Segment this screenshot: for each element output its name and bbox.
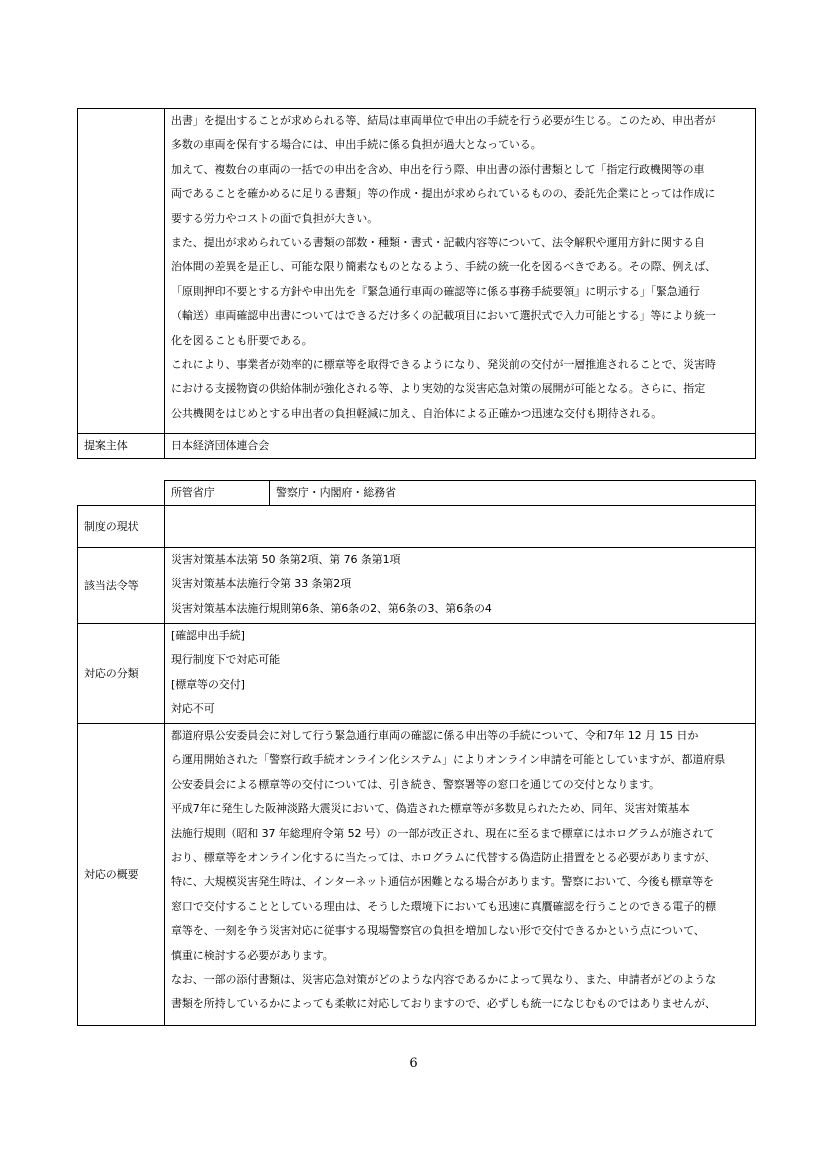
law-cell <box>165 548 756 624</box>
proposal-line: 加えて、複数台の車両の一括での申出を含め、申出を行う際、申出書の添付書類として「指定行政機関等の車 <box>171 162 705 176</box>
proposal-line: 両であることを確かめるに足りる書類」等の作成・提出が求められているものの、委託先企業にとっては作成に <box>171 187 716 201</box>
summary-line: 公安委員会による標章等の交付については、引き続き、警察署等の窓口を通じての交付となります。 <box>171 777 660 791</box>
category-line: [確認申出手続] <box>171 629 245 642</box>
summary-line: 慎重に検討する必要があります。 <box>171 948 334 962</box>
category-label: 対応の分類 <box>78 624 165 724</box>
proposal-table <box>77 108 756 459</box>
status-label: 制度の現状 <box>78 506 165 548</box>
response-table <box>77 480 756 1026</box>
law-line: 災害対策基本法第 50 条第2項、第 76 条第1項 <box>171 553 401 566</box>
proposal-line: 治体間の差異を是正し、可能な限り簡素なものとなるよう、手続の統一化を図るべきである。その際、例えば、 <box>171 260 716 274</box>
proposal-line: 化を図ることも肝要である。 <box>171 333 313 347</box>
proposal-line: （輸送）車両確認申出書についてはできるだけ多くの記載項目において選択式で入力可能とする」等により統一 <box>171 309 716 323</box>
summary-line: 平成7年に発生した阪神淡路大震災において、偽造された標章等が多数見られたため、同年、災害対策基本 <box>171 802 690 816</box>
page-number: 6 <box>409 1056 418 1071</box>
summary-cell <box>165 724 756 1026</box>
category-line: 現行制度下で対応可能 <box>171 653 280 667</box>
summary-line: なお、一部の添付書類は、災害応急対策がどのような内容であるかによって異なり、また、申請者がどのような <box>171 973 716 987</box>
proposal-line: 出書」を提出することが求められる等、結局は車両単位で申出の手続を行う必要が生じる。このため、申出者が <box>171 114 716 127</box>
summary-line: 書類を所持しているかによっても柔軟に対応しておりますので、必ずしも統一になじむものではありませんが、 <box>171 997 716 1011</box>
summary-line: おり、標章等をオンライン化するに当たっては、ホログラムに代替する偽造防止措置をとる必要がありますが、 <box>171 851 716 865</box>
proposal-line: 要する労力やコストの面で負担が大きい。 <box>171 211 379 225</box>
summary-line: 特に、大規模災害発生時は、インターネット通信が困難となる場合があります。警察において、今後も標章等を <box>171 875 714 889</box>
proposal-line: また、提出が求められている書類の部数・種類・書式・記載内容等について、法令解釈や運用方針に関する自 <box>171 236 705 250</box>
summary-line: 法施行規則（昭和 37 年総理府令第 52 号）の一部が改正され、現在に至るまで標章にはホログラムが施されて <box>171 826 715 840</box>
proposal-line: における支援物資の供給体制が強化される等、より実効的な災害応急対策の展開が可能となる。さらに、指定 <box>171 382 706 396</box>
ministry-label: 所管省庁 <box>165 481 270 506</box>
proposal-line: 「原則押印不要とする方針や申出先を『緊急通行車両の確認等に係る事務手続要領』に明示する」「緊急通行 <box>171 284 700 298</box>
category-cell <box>165 624 756 724</box>
blank-corner-cell <box>78 481 165 506</box>
summary-line: 都道府県公安委員会に対して行う緊急通行車両の確認に係る申出等の手続について、令和7年 12 月 15 日か <box>171 729 699 742</box>
status-value <box>165 506 756 548</box>
proposer-value: 日本経済団体連合会 <box>165 434 756 459</box>
law-line: 災害対策基本法施行規則第6条、第6条の2、第6条の3、第6条の4 <box>171 601 492 615</box>
summary-line: 章等を、一刻を争う災害対応に従事する現場警察官の負担を増加しない形で交付できるかという点について、 <box>171 924 705 938</box>
summary-line: 窓口で交付することとしている理由は、そうした環境下においても迅速に真贋確認を行うことのできる電子的標 <box>171 899 716 913</box>
category-line: [標章等の交付] <box>171 677 245 691</box>
category-line: 対応不可 <box>171 702 215 716</box>
ministry-value: 警察庁・内閣府・総務省 <box>270 481 756 506</box>
proposal-body-cell <box>165 109 756 434</box>
summary-line: ら運用開始された「警察行政手続オンライン化システム」によりオンライン申請を可能としていますが、都道府県 <box>171 753 726 767</box>
proposal-line: 多数の車両を保有する場合には、申出手続に係る負担が過大となっている。 <box>171 138 542 152</box>
proposer-label: 提案主体 <box>78 434 165 459</box>
proposal-line: 公共機関をはじめとする申出者の負担軽減に加え、自治体による正確かつ迅速な交付も期待される。 <box>171 406 663 420</box>
law-label: 該当法令等 <box>78 548 165 624</box>
proposal-label-cell <box>78 109 165 434</box>
law-line: 災害対策基本法施行令第 33 条第2項 <box>171 577 352 591</box>
summary-label: 対応の概要 <box>78 724 165 1026</box>
proposal-line: これにより、事業者が効率的に標章等を取得できるようになり、発災前の交付が一層推進されることで、災害時 <box>171 358 716 372</box>
